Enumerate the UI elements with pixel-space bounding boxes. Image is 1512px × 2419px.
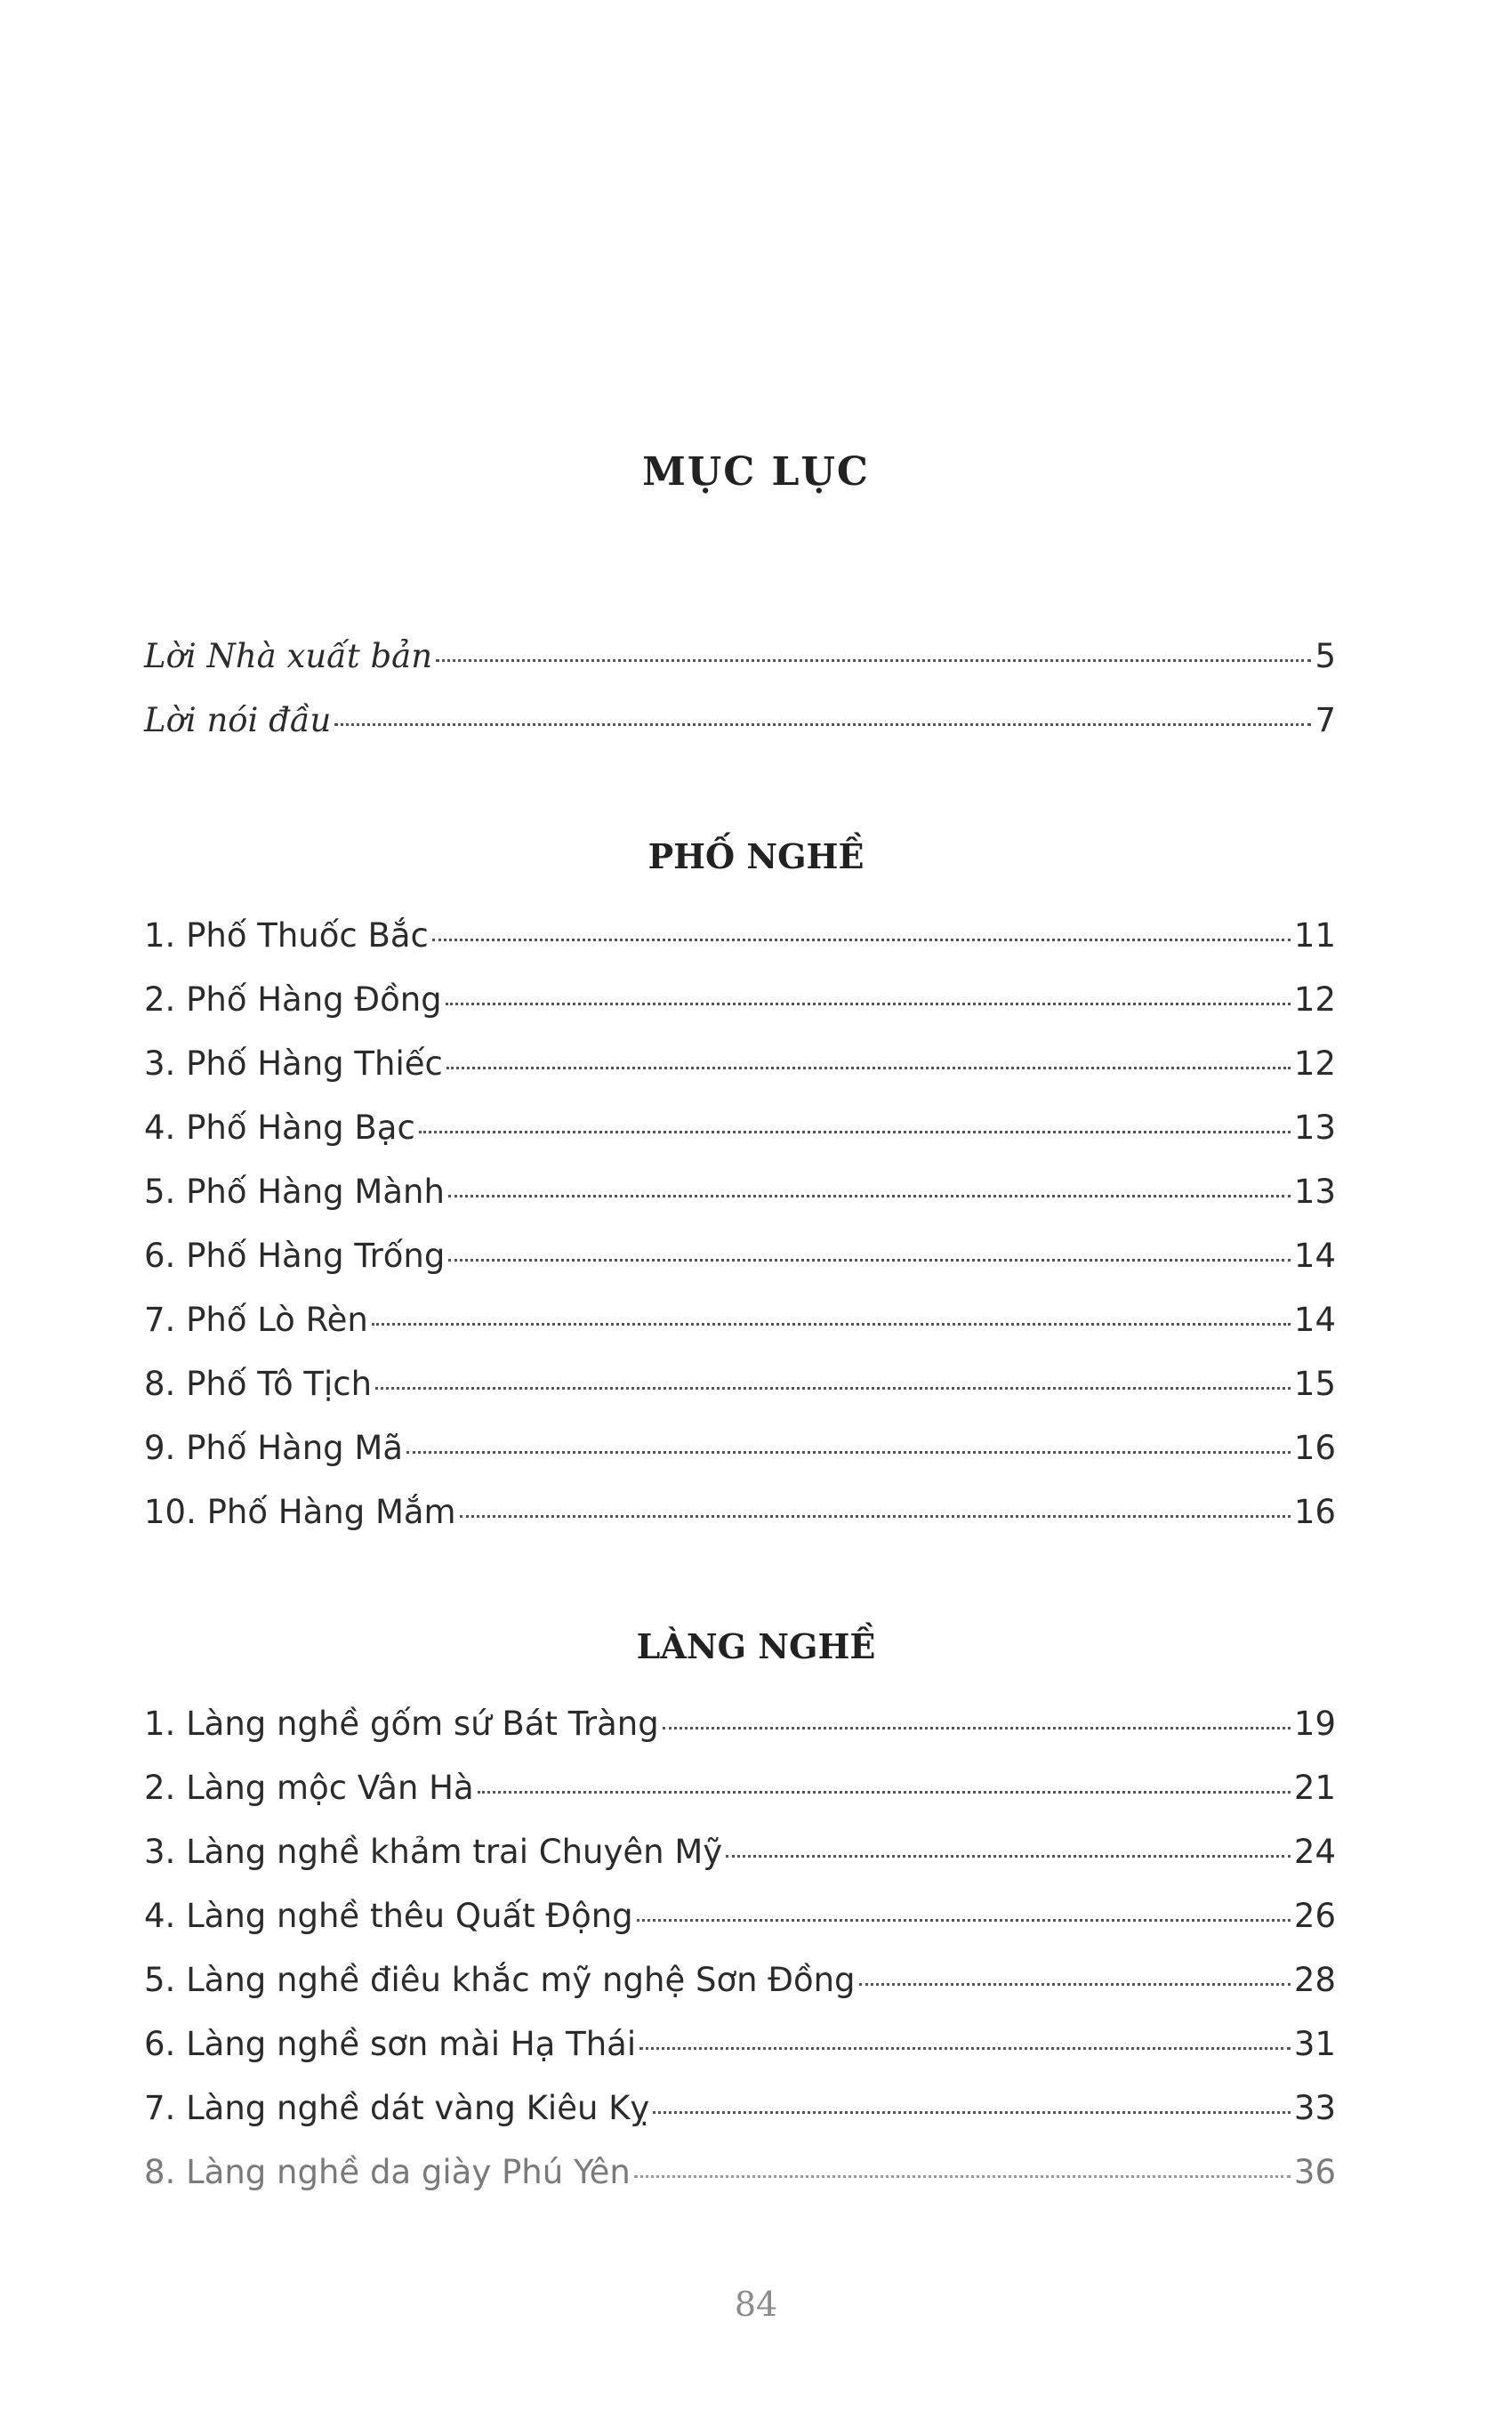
toc-entry bbox=[144, 2025, 1336, 2078]
toc-entry-page: 16 bbox=[1293, 1493, 1336, 1531]
toc-entry-label: 2. Làng mộc Vân Hà bbox=[144, 1769, 474, 1807]
toc-entry-label: 4. Phố Hàng Bạc bbox=[144, 1109, 415, 1147]
toc-entry-page: 24 bbox=[1293, 1833, 1336, 1871]
toc-entry-label: 10. Phố Hàng Mắm bbox=[144, 1493, 456, 1531]
toc-entry bbox=[144, 701, 1336, 754]
toc-leader-dots bbox=[639, 2047, 1291, 2050]
toc-entry-label: 8. Làng nghề da giày Phú Yên bbox=[144, 2153, 631, 2191]
toc-entry bbox=[144, 1961, 1336, 2014]
toc-entry-label: 7. Phố Lò Rèn bbox=[144, 1301, 368, 1339]
toc-leader-dots bbox=[446, 1067, 1291, 1069]
toc-entry-page: 13 bbox=[1293, 1173, 1336, 1211]
toc-leader-dots bbox=[446, 1003, 1291, 1005]
toc-leader-dots bbox=[460, 1515, 1291, 1518]
toc-entry-page: 33 bbox=[1293, 2089, 1336, 2127]
toc-entry-page: 12 bbox=[1293, 980, 1336, 1019]
section-heading: LÀNG NGHỀ bbox=[636, 1626, 876, 1666]
toc-leader-dots bbox=[334, 723, 1311, 726]
toc-entry-page: 13 bbox=[1293, 1109, 1336, 1147]
toc-entry-label: 7. Làng nghề dát vàng Kiêu Kỵ bbox=[144, 2089, 650, 2127]
toc-entry-label: 1. Phố Thuốc Bắc bbox=[144, 916, 429, 955]
toc-entry bbox=[144, 1429, 1336, 1482]
toc-leader-dots bbox=[859, 1983, 1291, 1986]
toc-leader-dots bbox=[634, 2175, 1291, 2178]
toc-entry bbox=[144, 1897, 1336, 1950]
toc-entry-label: 9. Phố Hàng Mã bbox=[144, 1429, 404, 1467]
toc-leader-dots bbox=[436, 659, 1311, 662]
toc-entry-label: Lời nói đầu bbox=[144, 701, 332, 739]
toc-leader-dots bbox=[375, 1387, 1291, 1390]
toc-entry-page: 26 bbox=[1293, 1897, 1336, 1935]
toc-entry bbox=[144, 980, 1336, 1034]
toc-entry-page: 21 bbox=[1293, 1769, 1336, 1807]
toc-entry-page: 31 bbox=[1293, 2025, 1336, 2063]
toc-entry-page: 12 bbox=[1293, 1044, 1336, 1083]
toc-leader-dots bbox=[448, 1195, 1291, 1197]
toc-entry bbox=[144, 1301, 1336, 1354]
toc-entry-label: 8. Phố Tô Tịch bbox=[144, 1365, 373, 1403]
toc-entry-label: 1. Làng nghề gốm sứ Bát Tràng bbox=[144, 1705, 659, 1743]
toc-leader-dots bbox=[637, 1919, 1291, 1922]
toc-entry bbox=[144, 1705, 1336, 1758]
toc-entry-page: 11 bbox=[1293, 916, 1336, 955]
toc-entry-label: 6. Phố Hàng Trống bbox=[144, 1237, 446, 1275]
toc-entry bbox=[144, 2089, 1336, 2142]
page-title: MỤC LỤC bbox=[642, 449, 870, 495]
toc-entry-label: 3. Phố Hàng Thiếc bbox=[144, 1044, 443, 1083]
toc-entry-page: 5 bbox=[1315, 637, 1336, 675]
toc-entry-page: 28 bbox=[1293, 1961, 1336, 1999]
toc-entry-page: 15 bbox=[1293, 1365, 1336, 1403]
toc-leader-dots bbox=[478, 1791, 1291, 1794]
toc-entry bbox=[144, 1237, 1336, 1290]
toc-entry bbox=[144, 1833, 1336, 1886]
toc-leader-dots bbox=[372, 1323, 1291, 1326]
toc-leader-dots bbox=[419, 1131, 1291, 1133]
toc-entry-page: 16 bbox=[1293, 1429, 1336, 1467]
toc-entry bbox=[144, 2153, 1336, 2206]
toc-entry bbox=[144, 1365, 1336, 1418]
toc-entry bbox=[144, 1173, 1336, 1226]
toc-leader-dots bbox=[406, 1451, 1291, 1454]
toc-entry-page: 14 bbox=[1293, 1301, 1336, 1339]
page-number: 84 bbox=[734, 2285, 778, 2324]
toc-entry-page: 7 bbox=[1315, 701, 1336, 739]
toc-entry-label: Lời Nhà xuất bản bbox=[144, 637, 433, 675]
toc-entry-label: 5. Phố Hàng Mành bbox=[144, 1173, 445, 1211]
toc-entry-label: 4. Làng nghề thêu Quất Động bbox=[144, 1897, 633, 1935]
toc-leader-dots bbox=[653, 2111, 1291, 2114]
toc-entry-label: 2. Phố Hàng Đồng bbox=[144, 980, 442, 1019]
toc-leader-dots bbox=[448, 1259, 1291, 1262]
toc-entry bbox=[144, 1044, 1336, 1098]
section-heading: PHỐ NGHỀ bbox=[647, 836, 865, 876]
toc-entry bbox=[144, 1493, 1336, 1546]
toc-entry bbox=[144, 637, 1336, 690]
toc-leader-dots bbox=[726, 1855, 1291, 1858]
toc-entry bbox=[144, 916, 1336, 970]
toc-entry-label: 5. Làng nghề điêu khắc mỹ nghệ Sơn Đồng bbox=[144, 1961, 856, 1999]
toc-entry-label: 3. Làng nghề khảm trai Chuyên Mỹ bbox=[144, 1833, 723, 1871]
toc-entry bbox=[144, 1109, 1336, 1162]
toc-leader-dots bbox=[663, 1727, 1291, 1730]
toc-entry-page: 14 bbox=[1293, 1237, 1336, 1275]
toc-entry bbox=[144, 1769, 1336, 1822]
toc-entry-label: 6. Làng nghề sơn mài Hạ Thái bbox=[144, 2025, 637, 2063]
toc-entry-page: 19 bbox=[1293, 1705, 1336, 1743]
toc-leader-dots bbox=[432, 939, 1291, 941]
toc-entry-page: 36 bbox=[1293, 2153, 1336, 2191]
